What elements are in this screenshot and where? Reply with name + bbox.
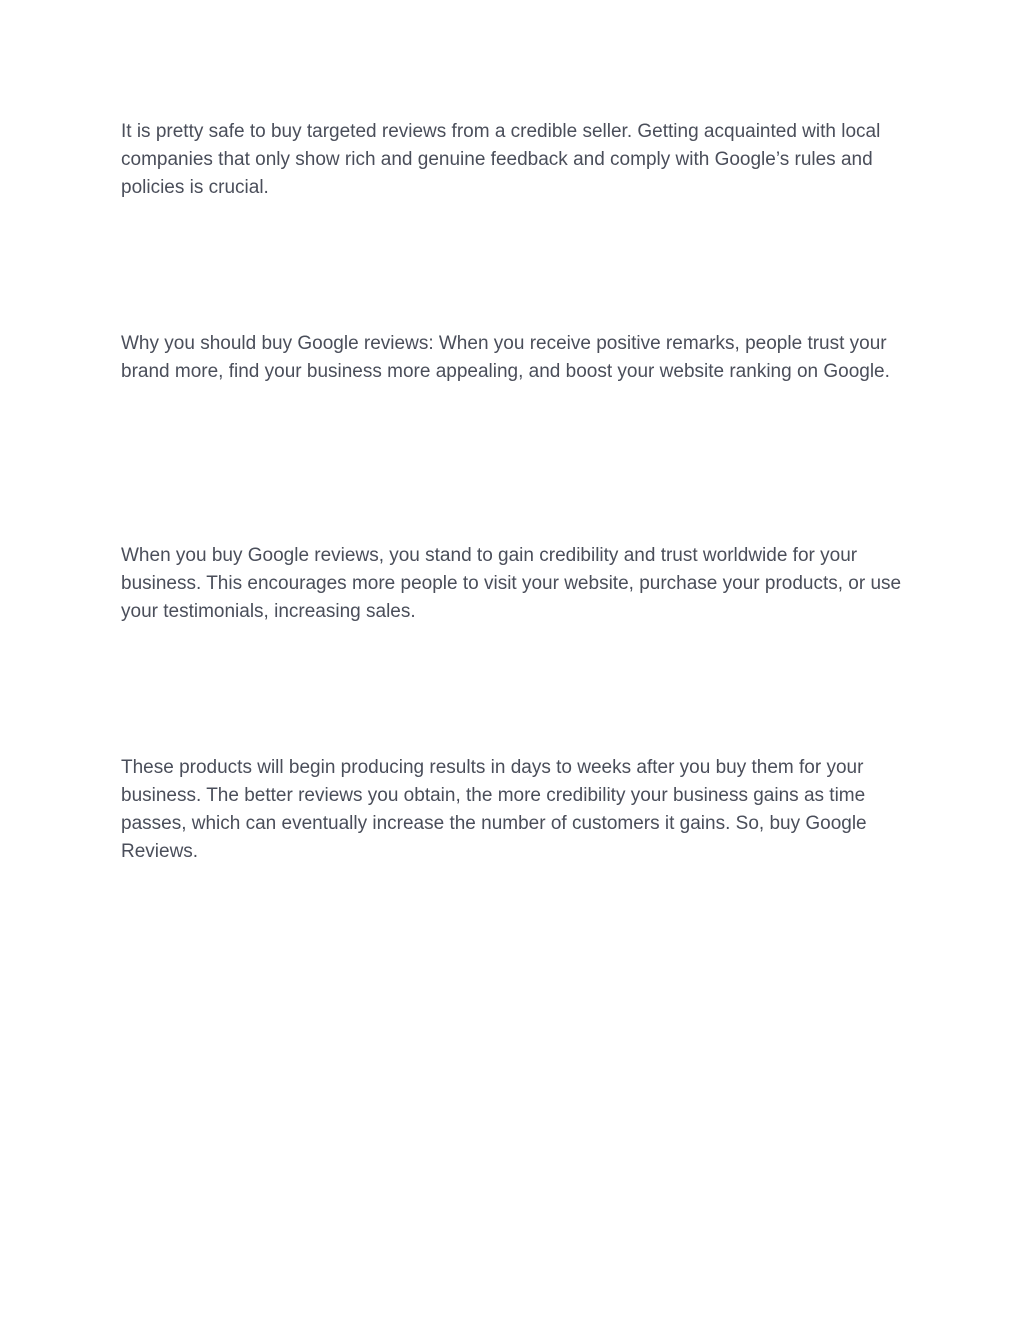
paragraph-results: These products will begin producing results in days to weeks after you buy them for your business. The better reviews you obtain, the more credibility your business gains as time passes, which can eventually increase the number of customers it gains. So, buy Google Reviews.	[121, 757, 867, 862]
paragraph-safe-to-buy: It is pretty safe to buy targeted reviews from a credible seller. Getting acquainted with local companies that only show rich and genuine feedback and comply with Google’s rules and policies is crucial.	[121, 121, 881, 198]
paragraph-credibility: When you buy Google reviews, you stand to gain credibility and trust worldwide for your business. This encourages more people to visit your website, purchase your products, or use your testimonials, increasing sales.	[121, 545, 902, 622]
paragraph-why-buy: Why you should buy Google reviews: When you receive positive remarks, people trust your brand more, find your business more appealing, and boost your website ranking on Google.	[121, 333, 890, 382]
